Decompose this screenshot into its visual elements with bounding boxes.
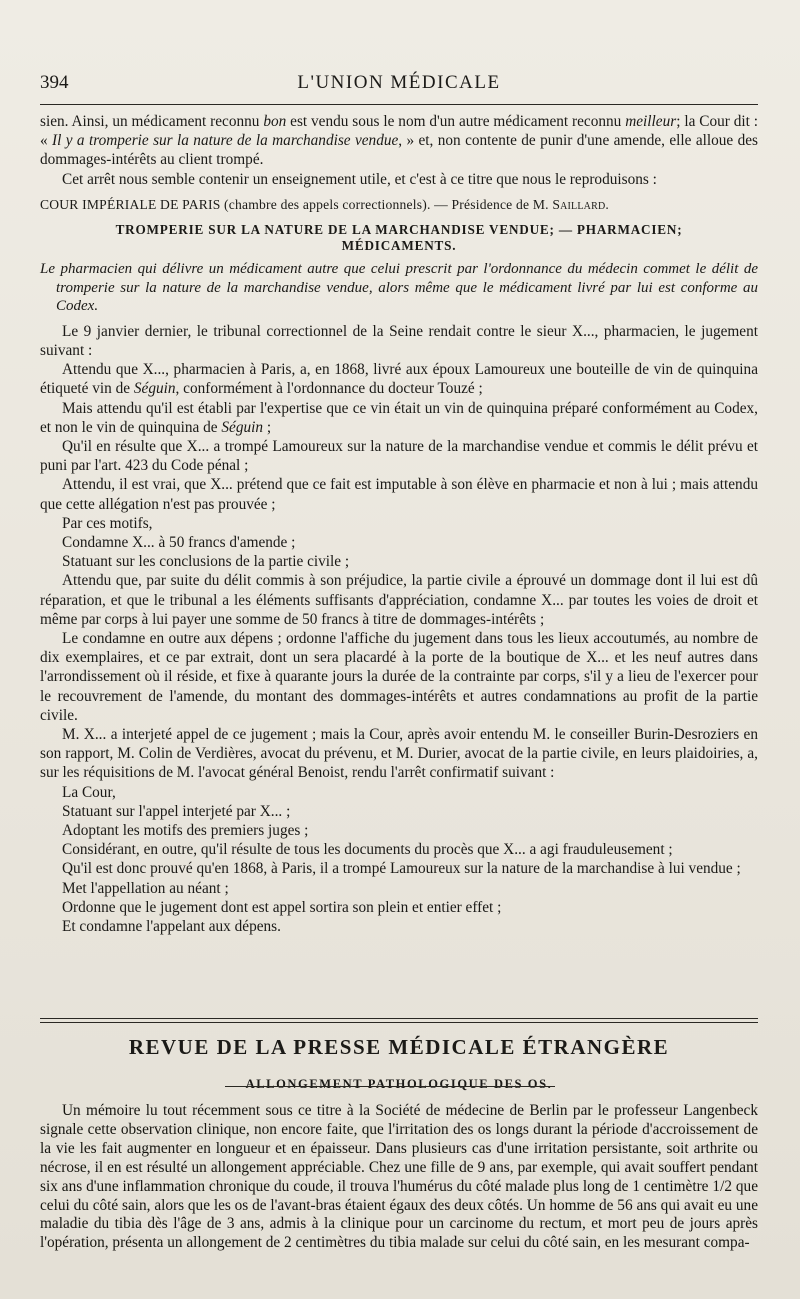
paragraph: Un mémoire lu tout récemment sous ce titre à la Société de médecine de Berlin par le professeur Langenbeck signale cette observation clinique, non encore faite, que l'irritation des os longs durant la période d'accroissement de la vie les fait augmenter en longueur et en épaisseur. Dans plusieurs cas d'une irritation persistante, soit arthrite ou nécrose, il en est résulté un allongement appréciable. Chez une fille de 9 ans, par exemple, qui avait souffert pendant six ans d'une inflammation chronique du coude, il trouva l'humérus du côté malade plus long de 1 centimètre 1/2 que celui du côté sain, alors que les os de l'avant-bras étaient égaux des deux côtés. Un homme de 56 ans qui avait eu une maladie du tibia dès l'âge de 3 ans, admis à la clinique pour un carcinome du rectum, et mort peu de jours après l'opération, présenta un allongement de 2 centimètres du tibia malade sur celui du côté sain, en les mesurant compa- [40, 1102, 758, 1252]
paragraph: Considérant, en outre, qu'il résulte de tous les documents du procès que X... a agi frauduleusement ; [62, 841, 673, 859]
paragraph: Le condamne en outre aux dépens ; ordonne l'affiche du jugement dans tous les lieux accoutumés, au nombre de dix exemplaires, et ce par extrait, dont un sera placardé à la porte de la boutique de X... et les neuf autres dans l'arrondissement où il réside, et fixe à quarante jours la durée de la contrainte par corps, s'il y a lieu de l'exercer pour le recouvrement de l'amende, du montant des dommages-intérêts et autres condamnations au profit de la partie civile. [40, 630, 758, 724]
paragraph [40, 399, 758, 437]
paragraph: La Cour, [62, 783, 116, 801]
page-header [40, 70, 758, 100]
section-rule [40, 1018, 758, 1019]
text: Attendu que X..., pharmacien à Paris, a, en 1868, livré aux époux Lamoureux une bouteille de vin de quinquina étiqueté vin de [40, 361, 758, 398]
paragraph: Par ces motifs, [62, 514, 153, 532]
paragraph: Le 9 janvier dernier, le tribunal correctionnel de la Seine rendait contre le sieur X..., pharmacien, le jugement suivant : [40, 322, 758, 359]
header-rule [40, 104, 758, 105]
page-number: 394 [40, 72, 69, 93]
case-heading-line-1: TROMPERIE SUR LA NATURE DE LA MARCHANDISE VENDUE; — PHARMACIEN; [115, 222, 683, 238]
italic-text: bon [263, 113, 287, 130]
text: Mais attendu qu'il est établi par l'expertise que ce vin était un vin de quinquina préparé conformément au Codex, et non le vin de quinquina de [40, 399, 758, 436]
italic-text: Séguin [221, 418, 264, 436]
paragraph: Attendu que, par suite du délit commis à son préjudice, la partie civile a éprouvé un dommage dont il lui est dû réparation, et que le tribunal a les éléments suffisants d'appréciation, condamne X... par toutes les voies de droit et même par corps à lui payer une somme de 50 francs à titre de dommages-intérêts ; [40, 572, 758, 628]
paragraph: Ordonne que le jugement dont est appel sortira son plein et entier effet ; [62, 898, 502, 916]
case-heading [40, 222, 758, 254]
paragraph: Statuant sur les conclusions de la partie civile ; [62, 553, 350, 571]
text: , conformément à l'ordonnance du docteur Touzé ; [175, 380, 483, 398]
paragraph: M. X... a interjeté appel de ce jugement ; mais la Cour, après avoir entendu M. le conseiller Burin-Desroziers en son rapport, M. Colin de Verdières, avocat du prévenu, et M. Durier, avocat de la partie civile, en leurs plaidoiries, a, sur les réquisitions de M. l'avocat général Benoist, rendu l'arrêt confirmatif suivant : [40, 726, 758, 782]
paragraph: Adoptant les motifs des premiers juges ; [62, 822, 309, 840]
paragraph-continuation [40, 112, 758, 170]
text: sien. Ainsi, un médicament reconnu [40, 113, 264, 130]
article-body [40, 112, 758, 936]
text: , » et, non contente de punir d'une amende, elle alloue des dommages-intérêts au client trompé. [40, 132, 758, 169]
paragraph: Qu'il en résulte que X... a trompé Lamoureux sur la nature de la marchandise vendue et commis le délit prévu et puni par l'art. 423 du Code pénal ; [40, 438, 758, 475]
paragraph [40, 360, 758, 398]
italic-text: meilleur [625, 113, 677, 130]
paragraph-intro: Cet arrêt nous semble contenir un enseignement utile, et c'est à ce titre que nous le reproduisons : [62, 170, 657, 188]
paragraph: Qu'il est donc prouvé qu'en 1868, à Paris, il a trompé Lamoureux sur la nature de la marchandise à lui vendue ; [62, 860, 741, 878]
paragraph: Statuant sur l'appel interjeté par X... ; [62, 802, 291, 820]
paragraph: Et condamne l'appelant aux dépens. [62, 918, 281, 936]
court-heading [40, 195, 758, 214]
running-title: L'UNION MÉDICALE [297, 72, 501, 93]
subheading-rule [225, 1086, 555, 1087]
text: ; [263, 418, 272, 436]
text: ; la Cour dit : « [40, 113, 758, 150]
president-name: Saillard. [552, 196, 609, 212]
section-title: REVUE DE LA PRESSE MÉDICALE ÉTRANGÈRE [128, 1035, 670, 1059]
paragraph: Met l'appellation au néant ; [62, 879, 229, 897]
italic-quote: Il y a tromperie sur la nature de la marchandise vendue [52, 132, 399, 150]
section-body [40, 1102, 758, 1253]
text: est vendu sous le nom d'un autre médicament reconnu [286, 113, 626, 130]
section-rule [40, 1022, 758, 1023]
section-subheading: ALLONGEMENT PATHOLOGIQUE DES OS. [245, 1077, 553, 1091]
paragraph: Condamne X... à 50 francs d'amende ; [62, 534, 296, 552]
court-name: COUR IMPÉRIALE DE PARIS (chambre des appels correctionnels). — Présidence de M. [40, 196, 553, 212]
italic-text: Séguin [133, 380, 176, 398]
case-heading-line-2: MÉDICAMENTS. [341, 238, 457, 254]
case-summary: Le pharmacien qui délivre un médicament autre que celui prescrit par l'ordonnance du médecin commet le délit de tromperie sur la nature de la marchandise vendue, alors même que le médicament livré par lui est conforme au Codex. [40, 261, 758, 315]
paragraph: Attendu, il est vrai, que X... prétend que ce fait est imputable à son élève en pharmacie et non à lui ; mais attendu que cette allégation n'est pas prouvée ; [40, 476, 758, 513]
